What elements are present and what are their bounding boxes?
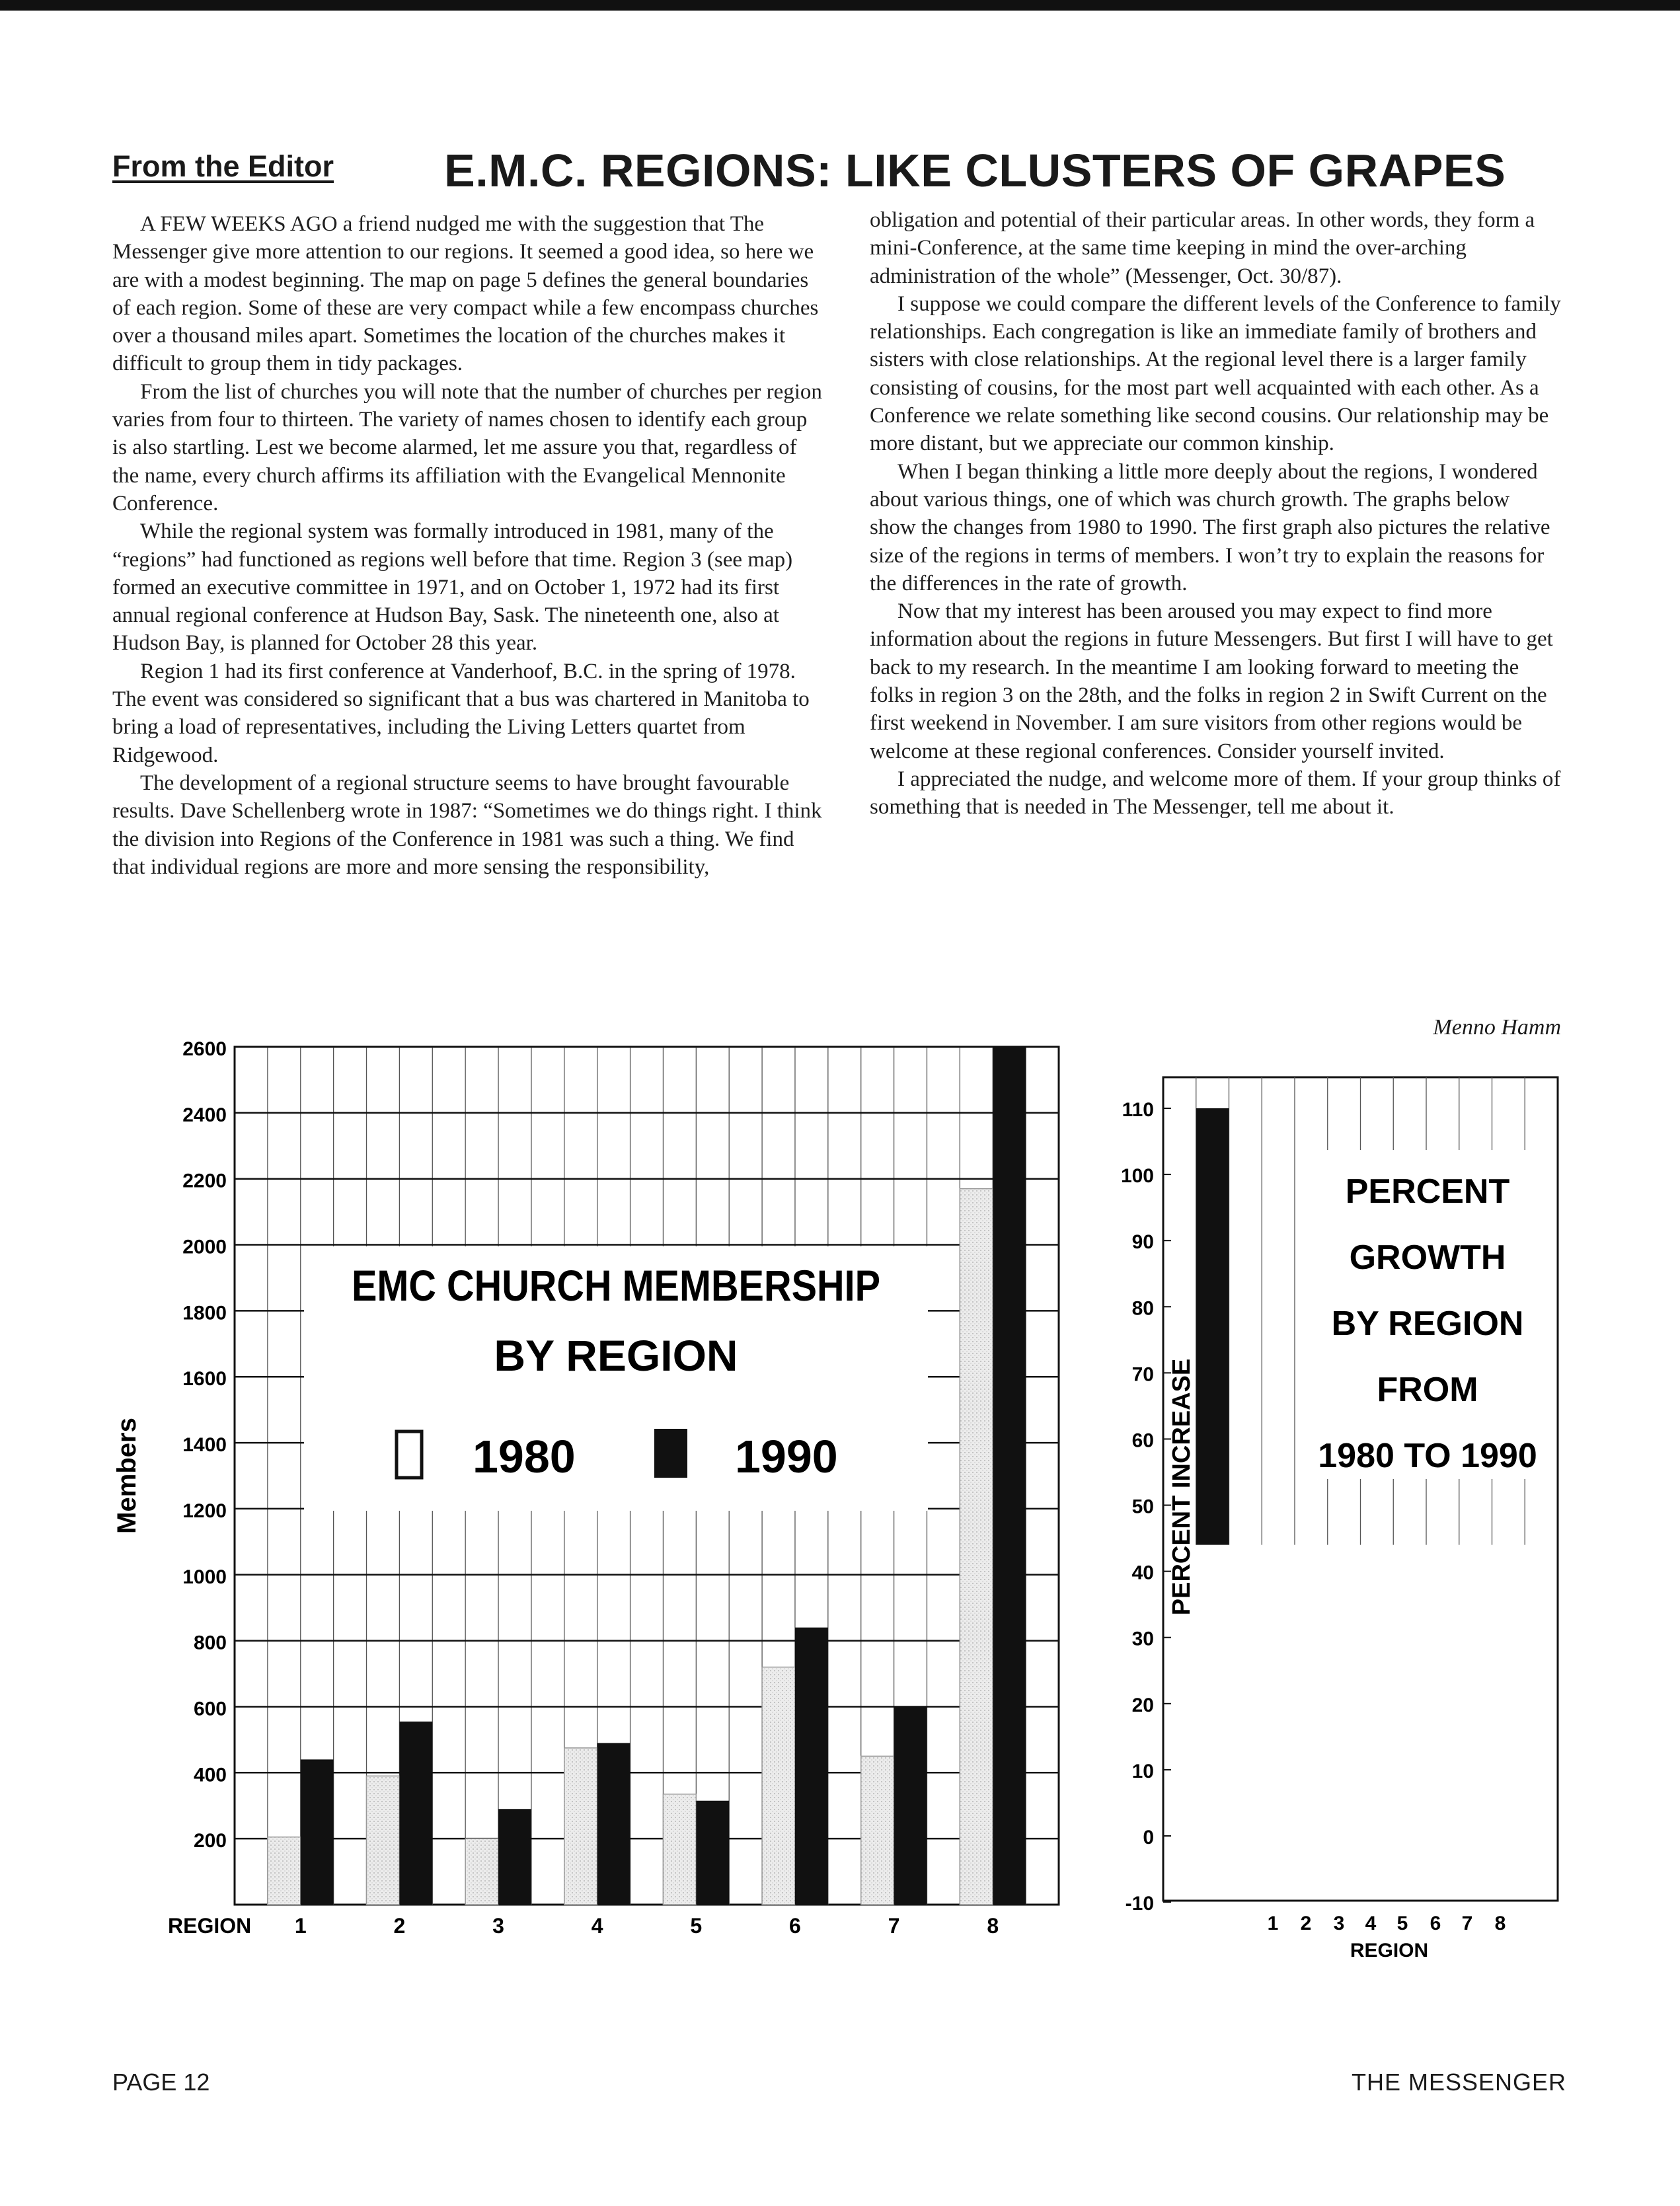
x-tick-label: 3 xyxy=(492,1914,504,1938)
bar-region-1 xyxy=(1196,1108,1229,1545)
x-tick-label: 2 xyxy=(1300,1913,1312,1934)
headline: E.M.C. REGIONS: LIKE CLUSTERS OF GRAPES xyxy=(444,145,1506,196)
y-tick-label: 1200 xyxy=(182,1500,227,1522)
x-tick-label: 1 xyxy=(294,1914,307,1938)
x-axis-label: REGION xyxy=(168,1914,252,1938)
y-tick-label: 30 xyxy=(1131,1628,1154,1650)
chart-title-line: 1980 TO 1990 xyxy=(1318,1437,1537,1475)
x-tick-label: 4 xyxy=(591,1914,603,1938)
y-tick-label: 0 xyxy=(1143,1827,1154,1848)
y-tick-label: 200 xyxy=(193,1830,227,1852)
x-tick-label: 2 xyxy=(393,1914,406,1938)
paragraph: obligation and potential of their particular areas. In other words, they form a mini-Conference, at the same time keeping in mind the over-arching administration of the whole” (Messenger, Oct. 30/87). xyxy=(870,208,1535,288)
legend-label-1990: 1990 xyxy=(735,1431,838,1482)
y-tick-label: 2400 xyxy=(182,1104,227,1126)
y-tick-label: 70 xyxy=(1131,1363,1154,1386)
chart-title-line: FROM xyxy=(1377,1371,1478,1409)
legend-label-1980: 1980 xyxy=(473,1431,576,1482)
y-tick-label: 2000 xyxy=(182,1236,227,1258)
x-tick-label: 4 xyxy=(1365,1913,1377,1934)
y-tick-label: 80 xyxy=(1131,1297,1154,1320)
paragraph: A FEW WEEKS AGO a friend nudged me with the suggestion that The Messenger give more attention to our regions. It seemed a good idea, so here we are with a modest beginning. The map on page 5 defines the general boundaries of each region. Some of these are very compact while a few encompass churches over a thousand miles apart. Sometimes the location of the churches makes it difficult to group them in tidy packages. xyxy=(112,212,819,376)
y-tick-label: 20 xyxy=(1131,1694,1154,1716)
y-tick-label: 40 xyxy=(1131,1562,1154,1584)
y-tick-label: 800 xyxy=(193,1632,227,1654)
y-tick-label: -10 xyxy=(1125,1893,1154,1915)
x-tick-label: 6 xyxy=(789,1914,801,1938)
chart-title: EMC CHURCH MEMBERSHIP xyxy=(352,1261,880,1310)
section-kicker: From the Editor xyxy=(112,149,334,183)
chart-subtitle: BY REGION xyxy=(494,1331,738,1380)
y-axis-label: PERCENT INCREASE xyxy=(1168,1358,1196,1616)
paragraph: I suppose we could compare the different levels of the Conference to family relationships. Each congregation is like an immediate family of brothers and sisters with close relationships. At the regional level there is a larger family consisting of cousins, for the most part well acquainted with each other. As a Conference we relate something like second cousins. Our relationship may be more distant, but we appreciate our common kinship. xyxy=(870,291,1561,456)
y-tick-label: 60 xyxy=(1131,1429,1154,1452)
x-tick-label: 7 xyxy=(888,1914,900,1938)
paragraph: From the list of churches you will note that the number of churches per region varies from four to thirteen. The variety of names chosen to identify each group is also startling. Lest we become alarmed, let me assure you that, regardless of the name, every church affirms its affiliation with the Evangelical Mennonite Conference. xyxy=(112,379,822,515)
y-tick-label: 2600 xyxy=(182,1038,227,1060)
y-tick-label: 110 xyxy=(1122,1099,1154,1121)
y-tick-label: 90 xyxy=(1131,1231,1154,1254)
x-tick-label: 8 xyxy=(987,1914,999,1938)
paragraph: The development of a regional structure seems to have brought favourable results. Dave Schellenberg wrote in 1987: “Sometimes we do things right. I think the division into Regions of the Conference in 1981 was such a thing. We find that individual regions are more and more sensing the responsibility, xyxy=(112,771,822,879)
author-signature: Menno Hamm xyxy=(1433,1015,1561,1040)
publication-name: THE MESSENGER xyxy=(1351,2069,1566,2096)
x-tick-label: 3 xyxy=(1333,1913,1345,1934)
paragraph: Region 1 had its first conference at Vanderhoof, B.C. in the spring of 1978. The event was considered so significant that a bus was chartered in Manitoba to bring a load of representatives, including the Living Letters quartet from Ridgewood. xyxy=(112,659,810,767)
y-tick-label: 1600 xyxy=(182,1368,227,1390)
y-tick-label: 10 xyxy=(1131,1760,1154,1782)
paragraph: Now that my interest has been aroused you may expect to find more information about the regions in future Messengers. But first I will have to get back to my research. In the meantime I am looking forward to meeting the folks in region 3 on the 28th, and the folks in region 2 in Swift Current on the first weekend in November. I am sure visitors from other regions would be welcome at these regional conferences. Consider yourself invited. xyxy=(870,599,1553,763)
x-tick-label: 8 xyxy=(1494,1913,1506,1934)
paragraph: When I began thinking a little more deeply about the regions, I wondered about various things, one of which was church growth. The graphs below show the changes from 1980 to 1990. The first graph also pictures the relative size of the regions in terms of members. I won’t try to explain the reasons for the differences in the rate of growth. xyxy=(870,459,1550,595)
y-tick-label: 2200 xyxy=(182,1170,227,1192)
x-tick-label: 1 xyxy=(1267,1913,1279,1934)
y-tick-label: 1000 xyxy=(182,1566,227,1588)
paragraph: I appreciated the nudge, and welcome more of them. If your group thinks of something that is needed in The Messenger, tell me about it. xyxy=(870,767,1561,819)
y-tick-label: 400 xyxy=(193,1764,227,1786)
y-axis-label: Members xyxy=(112,1418,141,1534)
y-tick-label: 600 xyxy=(193,1698,227,1720)
y-tick-label: 50 xyxy=(1131,1496,1154,1518)
y-tick-label: 1400 xyxy=(182,1434,227,1457)
page-number: PAGE 12 xyxy=(112,2069,210,2096)
x-tick-label: 7 xyxy=(1461,1913,1473,1934)
x-tick-label: 6 xyxy=(1430,1913,1441,1934)
x-axis-label: REGION xyxy=(1350,1940,1429,1961)
y-tick-label: 1800 xyxy=(182,1302,227,1324)
x-tick-label: 5 xyxy=(1396,1913,1408,1934)
chart-title-line: BY REGION xyxy=(1331,1305,1524,1343)
chart-title-line: GROWTH xyxy=(1349,1238,1506,1277)
chart-title-line: PERCENT xyxy=(1345,1172,1510,1211)
paragraph: While the regional system was formally introduced in 1981, many of the “regions” had functioned as regions well before that time. Region 3 (see map) formed an executive committee in 1971, and on October 1, 1972 had its first annual regional conference at Hudson Bay, Sask. The nineteenth one, also at Hudson Bay, is planned for October 28 this year. xyxy=(112,519,793,656)
x-tick-label: 5 xyxy=(690,1914,703,1938)
y-tick-label: 100 xyxy=(1120,1165,1154,1188)
